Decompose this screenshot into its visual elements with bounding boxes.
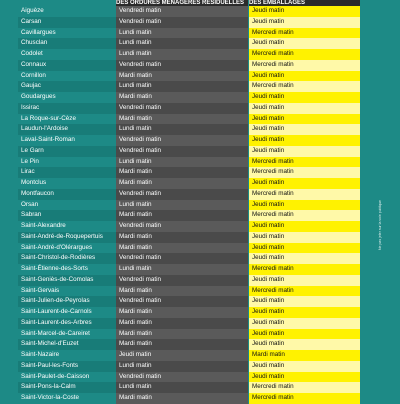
garbage-day-cell: Vendredi matin: [116, 221, 248, 232]
packaging-day-cell: Jeudi matin: [249, 243, 360, 254]
packaging-day-cell: Jeudi matin: [249, 178, 360, 189]
garbage-day-cell: Lundi matin: [116, 49, 248, 60]
commune-cell: Saint-Paul-les-Fonts: [18, 361, 116, 372]
table-row: [0, 382, 400, 393]
garbage-day-cell: Lundi matin: [116, 124, 248, 135]
garbage-day-cell: Vendredi matin: [116, 253, 248, 264]
commune-cell: Laudun-l'Ardoise: [18, 124, 116, 135]
commune-cell: Le Pin: [18, 157, 116, 168]
garbage-day-cell: Mardi matin: [116, 243, 248, 254]
garbage-day-cell: Lundi matin: [116, 28, 248, 39]
table-row: [0, 60, 400, 71]
commune-cell: Saint-Laurent-des-Arbres: [18, 318, 116, 329]
garbage-day-cell: Vendredi matin: [116, 146, 248, 157]
table-row: [0, 350, 400, 361]
commune-cell: Gaujac: [18, 81, 116, 92]
packaging-day-cell: Mercredi matin: [249, 286, 360, 297]
packaging-day-cell: Mercredi matin: [249, 264, 360, 275]
garbage-day-cell: Mardi matin: [116, 307, 248, 318]
commune-cell: Laval-Saint-Roman: [18, 135, 116, 146]
packaging-day-cell: Mercredi matin: [249, 210, 360, 221]
table-row: [0, 28, 400, 39]
packaging-day-cell: Jeudi matin: [249, 361, 360, 372]
garbage-day-cell: Mardi matin: [116, 318, 248, 329]
table-row: [0, 243, 400, 254]
table-row: [0, 200, 400, 211]
packaging-day-cell: Jeudi matin: [249, 92, 360, 103]
garbage-day-cell: Vendredi matin: [116, 296, 248, 307]
packaging-day-cell: Jeudi matin: [249, 114, 360, 125]
table-row: [0, 49, 400, 60]
commune-cell: Aiguèze: [18, 6, 116, 17]
commune-cell: Chusclan: [18, 38, 116, 49]
packaging-day-cell: Jeudi matin: [249, 6, 360, 17]
table-row: [0, 307, 400, 318]
commune-cell: Saint-Étienne-des-Sorts: [18, 264, 116, 275]
packaging-day-cell: Jeudi matin: [249, 135, 360, 146]
garbage-day-cell: Mardi matin: [116, 329, 248, 340]
garbage-day-cell: Jeudi matin: [116, 350, 248, 361]
commune-cell: Orsan: [18, 200, 116, 211]
commune-cell: Saint-André-d'Olérargues: [18, 243, 116, 254]
table-row: [0, 210, 400, 221]
table-row: [0, 264, 400, 275]
packaging-day-cell: Mardi matin: [249, 350, 360, 361]
packaging-day-cell: Jeudi matin: [249, 124, 360, 135]
table-row: [0, 393, 400, 404]
garbage-day-cell: Mardi matin: [116, 178, 248, 189]
packaging-day-cell: Jeudi matin: [249, 17, 360, 28]
packaging-day-cell: Jeudi matin: [249, 329, 360, 340]
commune-cell: Saint-Christol-de-Rodières: [18, 253, 116, 264]
table-row: [0, 103, 400, 114]
garbage-day-cell: Lundi matin: [116, 361, 248, 372]
packaging-day-cell: Jeudi matin: [249, 232, 360, 243]
commune-cell: Saint-Julien-de-Peyrolas: [18, 296, 116, 307]
commune-cell: Cavillargues: [18, 28, 116, 39]
table-row: [0, 253, 400, 264]
packaging-day-cell: Mercredi matin: [249, 28, 360, 39]
commune-cell: Montfaucon: [18, 189, 116, 200]
packaging-day-cell: Jeudi matin: [249, 339, 360, 350]
packaging-day-cell: Mercredi matin: [249, 49, 360, 60]
garbage-day-cell: Mardi matin: [116, 210, 248, 221]
garbage-day-cell: Mardi matin: [116, 71, 248, 82]
garbage-day-cell: Mardi matin: [116, 167, 248, 178]
garbage-day-cell: Vendredi matin: [116, 17, 248, 28]
commune-cell: Saint-Laurent-de-Carnols: [18, 307, 116, 318]
table-row: [0, 157, 400, 168]
table-row: [0, 189, 400, 200]
commune-cell: Saint-André-de-Roquepertuis: [18, 232, 116, 243]
table-row: [0, 318, 400, 329]
garbage-day-cell: Mardi matin: [116, 339, 248, 350]
commune-cell: Saint-Victor-la-Coste: [18, 393, 116, 404]
table-row: [0, 329, 400, 340]
table-row: [0, 114, 400, 125]
garbage-day-cell: Lundi matin: [116, 264, 248, 275]
packaging-day-cell: Jeudi matin: [249, 71, 360, 82]
garbage-day-cell: Lundi matin: [116, 157, 248, 168]
table-row: [0, 361, 400, 372]
packaging-day-cell: Mercredi matin: [249, 157, 360, 168]
table-row: [0, 372, 400, 383]
commune-cell: Lirac: [18, 167, 116, 178]
table-row: [0, 38, 400, 49]
garbage-day-cell: Mardi matin: [116, 114, 248, 125]
commune-cell: La Roque-sur-Cèze: [18, 114, 116, 125]
table-row: [0, 71, 400, 82]
garbage-day-cell: Vendredi matin: [116, 372, 248, 383]
packaging-day-cell: Mercredi matin: [249, 167, 360, 178]
garbage-day-cell: Lundi matin: [116, 382, 248, 393]
side-note: Ne pas jeter sur la voie publique: [378, 199, 382, 250]
garbage-day-cell: Vendredi matin: [116, 135, 248, 146]
table-row: [0, 146, 400, 157]
header-garbage-column: DES ORDURES MÉNAGÈRES RÉSIDUELLES: [116, 0, 248, 6]
garbage-day-cell: Mardi matin: [116, 232, 248, 243]
garbage-day-cell: Mardi matin: [116, 92, 248, 103]
commune-cell: Le Garn: [18, 146, 116, 157]
packaging-day-cell: Mercredi matin: [249, 189, 360, 200]
packaging-day-cell: Jeudi matin: [249, 200, 360, 211]
packaging-day-cell: Jeudi matin: [249, 253, 360, 264]
table-row: [0, 6, 400, 17]
garbage-day-cell: Lundi matin: [116, 81, 248, 92]
garbage-day-cell: Vendredi matin: [116, 60, 248, 71]
commune-cell: Saint-Paulet-de-Caisson: [18, 372, 116, 383]
commune-cell: Issirac: [18, 103, 116, 114]
commune-cell: Cornillon: [18, 71, 116, 82]
packaging-day-cell: Mercredi matin: [249, 382, 360, 393]
table-row: [0, 81, 400, 92]
garbage-day-cell: Vendredi matin: [116, 275, 248, 286]
packaging-day-cell: Jeudi matin: [249, 38, 360, 49]
packaging-day-cell: Mercredi matin: [249, 60, 360, 71]
commune-cell: Goudargues: [18, 92, 116, 103]
table-row: [0, 124, 400, 135]
garbage-day-cell: Vendredi matin: [116, 189, 248, 200]
packaging-day-cell: Jeudi matin: [249, 221, 360, 232]
packaging-day-cell: Jeudi matin: [249, 307, 360, 318]
packaging-day-cell: Jeudi matin: [249, 372, 360, 383]
commune-cell: Connaux: [18, 60, 116, 71]
commune-cell: Saint-Michel-d'Euzet: [18, 339, 116, 350]
table-row: [0, 232, 400, 243]
garbage-day-cell: Mardi matin: [116, 286, 248, 297]
commune-cell: Saint-Nazaire: [18, 350, 116, 361]
schedule-table: [0, 6, 400, 404]
commune-cell: Codolet: [18, 49, 116, 60]
packaging-day-cell: Jeudi matin: [249, 318, 360, 329]
packaging-day-cell: Mercredi matin: [249, 81, 360, 92]
garbage-day-cell: Lundi matin: [116, 38, 248, 49]
table-row: [0, 178, 400, 189]
table-row: [0, 296, 400, 307]
table-row: [0, 17, 400, 28]
packaging-day-cell: Jeudi matin: [249, 296, 360, 307]
packaging-day-cell: Jeudi matin: [249, 146, 360, 157]
commune-cell: Saint-Alexandre: [18, 221, 116, 232]
commune-cell: Saint-Gervais: [18, 286, 116, 297]
table-row: [0, 221, 400, 232]
table-row: [0, 286, 400, 297]
packaging-day-cell: Jeudi matin: [249, 103, 360, 114]
garbage-day-cell: Vendredi matin: [116, 103, 248, 114]
garbage-day-cell: Vendredi matin: [116, 6, 248, 17]
commune-cell: Montclus: [18, 178, 116, 189]
table-row: [0, 339, 400, 350]
commune-cell: Saint-Marcel-de-Careiret: [18, 329, 116, 340]
commune-cell: Saint-Pons-la-Calm: [18, 382, 116, 393]
packaging-day-cell: Jeudi matin: [249, 275, 360, 286]
packaging-day-cell: Mercredi matin: [249, 393, 360, 404]
header-packaging-column: DES EMBALLAGES: [249, 0, 360, 6]
table-row: [0, 135, 400, 146]
table-row: [0, 275, 400, 286]
commune-cell: Carsan: [18, 17, 116, 28]
commune-cell: Sabran: [18, 210, 116, 221]
commune-cell: Saint-Geniès-de-Comolas: [18, 275, 116, 286]
table-row: [0, 167, 400, 178]
garbage-day-cell: Mardi matin: [116, 393, 248, 404]
table-row: [0, 92, 400, 103]
garbage-day-cell: Lundi matin: [116, 200, 248, 211]
